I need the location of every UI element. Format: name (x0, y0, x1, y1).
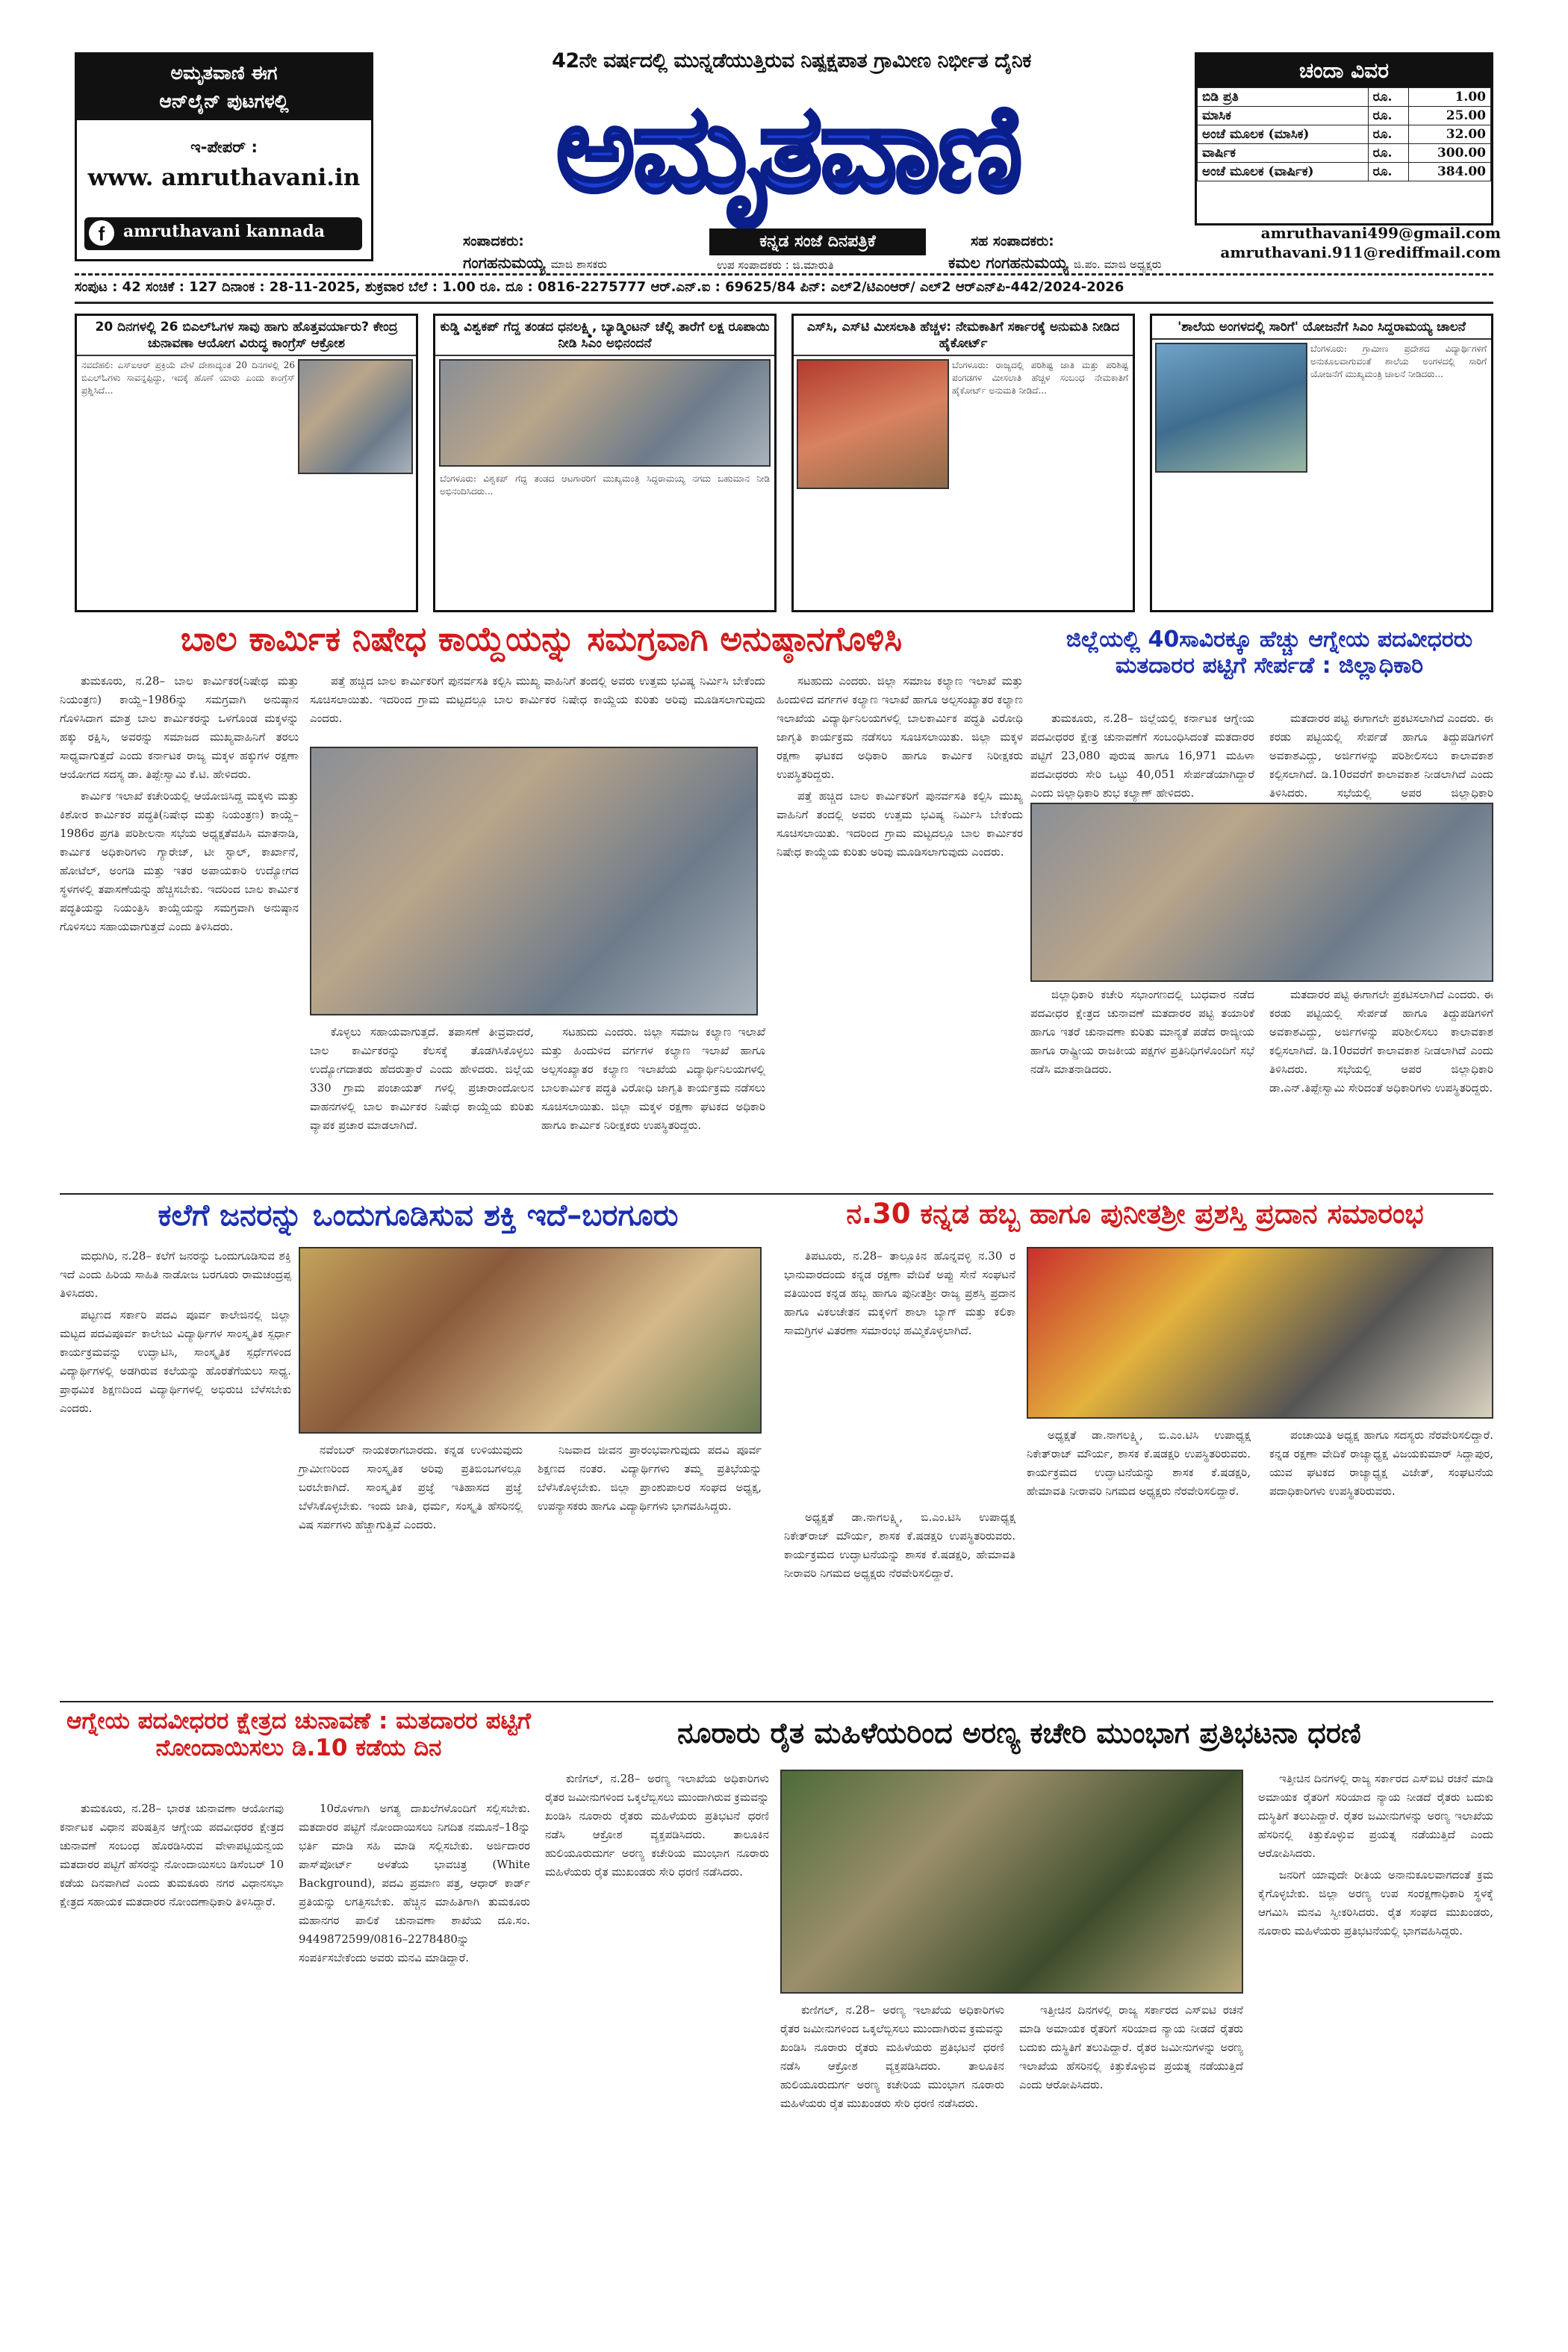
facebook-row[interactable] (84, 217, 362, 250)
article-body: ಕುಣಿಗಲ್, ನ.28– ಅರಣ್ಯ ಇಲಾಖೆಯ ಅಧಿಕಾರಿಗಳು ರೈತರ ಜಮೀನುಗಳಿಂದ ಒಕ್ಕಲೆಬ್ಬಿಸಲು ಮುಂದಾಗಿರುವ ಕ್ರಮವನ್ನು ಖಂಡಿಸಿ ನೂರಾರು ರೈತರು ಮಹಿಳೆಯರು ಪ್ರತಿಭಟನೆ ಧರಣಿ ನಡೆಸಿ ಆಕ್ರೋಶ ವ್ಯಕ್ತಪಡಿಸಿದರು. ತಾಲೂಕಿನ ಹುಲಿಯೂರುದುರ್ಗ ಅರಣ್ಯ ಕಚೇರಿಯ ಮುಂಭಾಗ ನೂರಾರು ಮಹಿಳೆಯರು ರೈತ ಮುಖಂಡರು ಸೇರಿ ಧರಣಿ ನಡೆಸಿದರು. (780, 2003, 1004, 2110)
article-body: ಕುಣಿಗಲ್, ನ.28– ಅರಣ್ಯ ಇಲಾಖೆಯ ಅಧಿಕಾರಿಗಳು ರೈತರ ಜಮೀನುಗಳಿಂದ ಒಕ್ಕಲೆಬ್ಬಿಸಲು ಮುಂದಾಗಿರುವ ಕ್ರಮವನ್ನು ಖಂಡಿಸಿ ನೂರಾರು ರೈತರು ಮಹಿಳೆಯರು ಪ್ರತಿಭಟನೆ ಧರಣಿ ನಡೆಸಿ ಆಕ್ರೋಶ ವ್ಯಕ್ತಪಡಿಸಿದರು. ತಾಲೂಕಿನ ಹುಲಿಯೂರುದುರ್ಗ ಅರಣ್ಯ ಕಚೇರಿಯ ಮುಂಭಾಗ ನೂರಾರು ಮಹಿಳೆಯರು ರೈತ ಮುಖಂಡರು ಸೇರಿ ಧರಣಿ ನಡೆಸಿದರು. (545, 1772, 769, 1879)
subscription-amount: 25.00 (1409, 107, 1491, 125)
photo-cultural-event (299, 1247, 762, 1434)
subscription-row (1198, 163, 1491, 181)
article-body: ತಿಪಟೂರು, ನ.28– ತಾಲ್ಲೂಕಿನ ಹೊನ್ನವಳ್ಳಿ ನ.30 ರ ಭಾನುವಾರದಂದು ಕನ್ನಡ ರಕ್ಷಣಾ ವೇದಿಕೆ ಅಪ್ಪು ಸೇನೆ ಸಂಘಟನೆ ವತಿಯಿಂದ ಕನ್ನಡ ಹಬ್ಬ ಹಾಗೂ ಪುನೀತಶ್ರೀ ರಾಜ್ಯ ಪ್ರಶಸ್ತಿ ಪ್ರದಾನ ಹಾಗೂ ವಿಕಲಚೇತನ ಮಕ್ಕಳಿಗೆ ಶಾಲಾ ಬ್ಯಾಗ್ ಮತ್ತು ಕಲಿಕಾ ಸಾಮಗ್ರಿಗಳ ವಿತರಣಾ ಸಮಾರಂಭ ಹಮ್ಮಿಕೊಳ್ಳಲಾಗಿದೆ. (784, 1249, 1015, 1337)
subscription-row (1198, 88, 1491, 107)
teaser-photo (298, 359, 413, 474)
subscription-label: ಅಂಚೆ ಮೂಲಕ (ವಾರ್ಷಿಕ) (1198, 163, 1369, 181)
subscription-label: ಮಾಸಿಕ (1198, 107, 1369, 125)
email-1[interactable]: amruthavani499@gmail.com (1260, 224, 1501, 242)
photo-dc-meeting (1030, 803, 1493, 982)
subscription-amount: 384.00 (1409, 163, 1491, 181)
article-body: ತುಮಕೂರು, ನ.28– ಜಿಲ್ಲೆಯಲ್ಲಿ ಕರ್ನಾಟಕ ಆಗ್ನೇಯ ಪದವೀಧರರ ಕ್ಷೇತ್ರ ಚುನಾವಣೆಗೆ ಸಂಬಂಧಿಸಿದಂತೆ ಮತದಾರರ ಪಟ್ಟಿಗೆ 23,080 ಪುರುಷ ಹಾಗೂ 16,971 ಮಹಿಳಾ ಪದವೀಧರರು ಸೇರಿ ಒಟ್ಟು 40,051 ಸೇರ್ಪಡೆಯಾಗಿದ್ದಾರೆ ಎಂದು ಜಿಲ್ಲಾಧಿಕಾರಿ ಶುಭ ಕಲ್ಯಾಣ್ ಹೇಳಿದರು. (1030, 712, 1254, 800)
email-2[interactable]: amruthavani.911@rediffmail.com (1220, 243, 1501, 261)
subscription-cur: ರೂ. (1368, 107, 1409, 125)
subscription-amount: 32.00 (1409, 125, 1491, 144)
article-body: ತುಮಕೂರು, ನ.28– ಬಾಲ ಕಾರ್ಮಿಕರ(ನಿಷೇಧ ಮತ್ತು ನಿಯಂತ್ರಣ) ಕಾಯ್ದೆ–1986ನ್ನು ಸಮಗ್ರವಾಗಿ ಅನುಷ್ಠಾನ ಗೊಳಿಸಿದಾಗ ಮಾತ್ರ ಬಾಲ ಕಾರ್ಮಿಕರನ್ನು ಒಳಗೊಂಡ ಮಕ್ಕಳನ್ನು ಹಕ್ಕು ರಕ್ಷಿಸಿ, ಅವರನ್ನು ಸಮಾಜದ ಮುಖ್ಯವಾಹಿನಿಗೆ ತರಲು ಸಾಧ್ಯವಾಗುತ್ತದೆ ಎಂದು ಕರ್ನಾಟಕ ರಾಜ್ಯ ಮಕ್ಕಳ ಹಕ್ಕುಗಳ ರಕ್ಷಣಾ ಆಯೋಗದ ಸದಸ್ಯ ಡಾ. ತಿಪ್ಪೇಸ್ವಾಮಿ ಕೆ.ಟಿ. ಹೇಳಿದರು. ಕಾರ್ಮಿಕ ಇಲಾಖೆ ಕಚೇರಿಯಲ್ಲಿ ಆಯೋಜಿಸಿದ್ದ ಮಕ್ಕಳು ಮತ್ತು ಕಿಶೋರ ಕಾರ್ಮಿಕರ ಪದ್ಧತಿ(ನಿಷೇಧ ಮತ್ತು ನಿಯಂತ್ರಣ) ಕಾಯ್ದೆ–1986ರ ಪ್ರಗತಿ ಪರಿಶೀಲನಾ ಸಭೆಯ ಅಧ್ಯಕ್ಷತೆವಹಿಸಿ ಮಾತನಾಡಿ, ಕಾರ್ಮಿಕ ಅಧಿಕಾರಿಗಳು ಗ್ಯಾರೇಜ್, ಟೀ ಸ್ಟಾಲ್, ಕಾರ್ಖಾನೆ, ಹೋಟೆಲ್, ಅಂಗಡಿ ಮತ್ತು ಇತರ ಅಪಾಯಕಾರಿ ಉದ್ಯೋಗದ ಸ್ಥಳಗಳಲ್ಲಿ ತಪಾಸಣೆಯನ್ನು ಹೆಚ್ಚಿಸಬೇಕು. ಇದರಿಂದ ಬಾಲ ಕಾರ್ಮಿಕ ಪದ್ಧತಿಯನ್ನು ನಿಯಂತ್ರಿಸಿ ಕಾಯ್ದೆಯನ್ನು ಸಮಗ್ರವಾಗಿ ಅನುಷ್ಠಾನ ಗೊಳಿಸಲು ಸಹಾಯವಾಗುತ್ತದೆ ಎಂದು ತಿಳಿಸಿದರು. (60, 674, 299, 933)
teaser-card[interactable] (75, 314, 418, 612)
subscription-amount: 1.00 (1409, 88, 1491, 107)
website-link[interactable]: www. amruthavani.in (87, 164, 361, 191)
subscription-title: ಚಂದಾ ವಿವರ (1197, 55, 1491, 87)
divider (75, 302, 1493, 304)
subscription-cur: ರೂ. (1368, 88, 1409, 107)
headline-farmers-protest: ನೂರಾರು ರೈತ ಮಹಿಳೆಯರಿಂದ ಅರಣ್ಯ ಕಚೇರಿ ಮುಂಭಾಗ ಪ್ರತಿಭಟನಾ ಧರಣಿ (677, 1717, 1361, 1749)
teaser-photo (797, 359, 949, 489)
teaser-text: ಬೆಂಗಳೂರು: ರಾಜ್ಯದಲ್ಲಿ ಪರಿಶಿಷ್ಟ ಜಾತಿ ಮತ್ತು ಪರಿಶಿಷ್ಟ ಪಂಗಡಗಳ ಮೀಸಲಾತಿ ಹೆಚ್ಚಳ ಸಂಬಂಧ ನೇಮಕಾತಿಗೆ ಹೈಕೋರ್ಟ್ ಅನುಮತಿ ನೀಡಿದೆ... (952, 360, 1128, 396)
article-body: ಅಧ್ಯಕ್ಷತೆ ಡಾ.ನಾಗಲಕ್ಷ್ಮಿ, ಬಿ.ಎಂ.ಟಿಸಿ ಉಪಾಧ್ಯಕ್ಷ ನಿಕೇತ್‌ರಾಜ್ ಮೌರ್ಯ, ಶಾಸಕ ಕೆ.ಷಡಕ್ಷರಿ ಉಪಸ್ಥಿತರಿರುವರು. ಕಾರ್ಯಕ್ರಮದ ಉದ್ಘಾಟನೆಯನ್ನು ಶಾಸಕ ಕೆ.ಷಡಕ್ಷರಿ, ಹೇಮಾವತಿ ನೀರಾವರಿ ನಿಗಮದ ಅಧ್ಯಕ್ಷರು ನೆರವೇರಿಸಲಿದ್ದಾರೆ. (1027, 1428, 1251, 1498)
article-body: ಮಧುಗಿರಿ, ನ.28– ಕಲೆಗೆ ಜನರನ್ನು ಒಂದುಗೂಡಿಸುವ ಶಕ್ತಿ ಇದೆ ಎಂದು ಹಿರಿಯ ಸಾಹಿತಿ ನಾಡೋಜ ಬರಗೂರು ರಾಮಚಂದ್ರಪ್ಪ ತಿಳಿಸಿದರು. ಪಟ್ಟಣದ ಸರ್ಕಾರಿ ಪದವಿ ಪೂರ್ವ ಕಾಲೇಜಿನಲ್ಲಿ ಜಿಲ್ಲಾ ಮಟ್ಟದ ಪದವಿಪೂರ್ವ ಕಾಲೇಜು ವಿದ್ಯಾರ್ಥಿಗಳ ಸಾಂಸ್ಕೃತಿಕ ಸ್ಪರ್ಧಾ ಕಾರ್ಯಕ್ರಮವನ್ನು ಉದ್ಘಾಟಿಸಿ, ಸಾಂಸ್ಕೃತಿಕ ಸ್ಪರ್ಧೆಗಳಿಂದ ವಿದ್ಯಾರ್ಥಿಗಳಲ್ಲಿ ಅಡಗಿರುವ ಕಲೆಯನ್ನು ಹೊರತೆಗೆಯಲು ಸಾಧ್ಯ. ಪ್ರಾಥಮಿಕ ಶಿಕ್ಷಣದಿಂದ ವಿದ್ಯಾರ್ಥಿಗಳಲ್ಲಿ ಅಭಿರುಚಿ ಬೆಳೆಸಬೇಕು ಎಂದರು. (60, 1249, 291, 1415)
headline-graduate-voters: ಜಿಲ್ಲೆಯಲ್ಲಿ 40ಸಾವಿರಕ್ಕೂ ಹೆಚ್ಚು ಆಗ್ನೇಯ ಪದವೀಧರರು ಮತದಾರರ ಪಟ್ಟಿಗೆ ಸೇರ್ಪಡೆ : ಜಿಲ್ಲಾಧಿಕಾರಿ (1065, 626, 1473, 679)
headline-voter-registration: ಆಗ್ನೇಯ ಪದವೀಧರರ ಕ್ಷೇತ್ರದ ಚುನಾವಣೆ : ಮತದಾರರ ಪಟ್ಟಿಗೆ ನೋಂದಾಯಿಸಲು ಡಿ.10 ಕಡೆಯ ದಿನ (66, 1708, 531, 1761)
facebook-icon: f (89, 220, 114, 246)
masthead (0, 0, 1568, 306)
teaser-photo (1155, 343, 1307, 473)
online-line-2: ಆನ್‌ಲೈನ್ ಪುಟಗಳಲ್ಲಿ (159, 90, 289, 112)
divider (60, 1701, 1493, 1702)
teaser-text: ಬೆಂಗಳೂರು: ಗ್ರಾಮೀಣ ಪ್ರದೇಶದ ವಿದ್ಯಾರ್ಥಿಗಳಿಗೆ ಅನುಕೂಲವಾಗುವಂತೆ ಶಾಲೆಯ ಅಂಗಳದಲ್ಲಿ ಸಾರಿಗೆ ಯೋಜನೆಗೆ ಮುಖ್ಯಮಂತ್ರಿ ಚಾಲನೆ ನೀಡಿದರು... (1310, 343, 1487, 379)
article-body: ತುಮಕೂರು, ನ.28– ಭಾರತ ಚುನಾವಣಾ ಆಯೋಗವು ಕರ್ನಾಟಕ ವಿಧಾನ ಪರಿಷತ್ತಿನ ಆಗ್ನೇಯ ಪದವೀಧರರ ಕ್ಷೇತ್ರದ ಚುನಾವಣೆ ಸಂಬಂಧ ಹೊರಡಿಸಿರುವ ವೇಳಾಪಟ್ಟಿಯನ್ವಯ ಮತದಾರರ ಪಟ್ಟಿಗೆ ಹೆಸರನ್ನು ನೋಂದಾಯಿಸಲು ಡಿಸೆಂಬರ್ 10 ಕಡೆಯ ದಿನವಾಗಿದೆ ಎಂದು ತುಮಕೂರು ನಗರ ವಿಧಾನಸಭಾ ಕ್ಷೇತ್ರದ ಸಹಾಯಕ ಮತದಾರರ ನೋಂದಣಾಧಿಕಾರಿ ತಿಳಿಸಿದ್ದಾರೆ. (60, 1802, 284, 1908)
subscription-row (1198, 125, 1491, 144)
sub-editor: ಉಪ ಸಂಪಾದಕರು : ಜಿ.ಮಾರುತಿ (717, 258, 834, 272)
divider (75, 273, 1493, 276)
article-body: ಜಿಲ್ಲಾಧಿಕಾರಿ ಕಚೇರಿ ಸಭಾಂಗಣದಲ್ಲಿ ಬುಧವಾರ ನಡೆದ ಪದವೀಧರ ಕ್ಷೇತ್ರದ ಚುನಾವಣೆ ಮತದಾರರ ಪಟ್ಟಿ ತಯಾರಿಕೆ ಹಾಗೂ ಇತರೆ ಚುನಾವಣಾ ಕುರಿತು ಮಾನ್ಯತೆ ಪಡೆದ ರಾಜ್ಯೀಯ ಹಾಗೂ ರಾಷ್ಟ್ರೀಯ ರಾಜಕೀಯ ಪಕ್ಷಗಳ ಪ್ರತಿನಿಧಿಗಳೊಂದಿಗೆ ಸಭೆ ನಡೆಸಿ ಮಾತನಾಡಿದರು. (1030, 988, 1254, 1076)
teaser-title: 'ಶಾಲೆಯ ಅಂಗಳದಲ್ಲಿ ಸಾರಿಗೆ' ಯೋಜನೆಗೆ ಸಿಎಂ ಸಿದ್ದರಾಮಯ್ಯ ಚಾಲನೆ (1152, 316, 1491, 340)
teaser-title: ಕುಡ್ಡಿ ವಿಶ್ವಕಪ್ ಗೆದ್ದ ತಂಡದ ಧನಲಕ್ಷ್ಮಿ, ಬ್ಯಾಡ್ಮಿಂಟನ್ ಚೆಲ್ಲಿ ತಾರೆಗೆ ಲಕ್ಷ ರೂಪಾಯಿ ನೀಡಿ ಸಿಎಂ ಅಭಿನಂದನೆ (435, 316, 774, 356)
subscription-label: ಬಿಡಿ ಪ್ರತಿ (1198, 88, 1369, 107)
subscription-row (1198, 107, 1491, 125)
article-body: 10ರೊಳಗಾಗಿ ಅಗತ್ಯ ದಾಖಲೆಗಳೊಂದಿಗೆ ಸಲ್ಲಿಸಬೇಕು. ಮತದಾರರ ಪಟ್ಟಿಗೆ ನೋಂದಾಯಿಸಲು ನಿಗದಿತ ನಮೂನೆ–18ನ್ನು ಭರ್ತಿ ಮಾಡಿ ಸಹಿ ಮಾಡಿ ಸಲ್ಲಿಸಬೇಕು. ಅರ್ಜಿದಾರರ ಪಾಸ್‌ಪೋರ್ಟ್ ಅಳತೆಯ ಭಾವಚಿತ್ರ (White Background), ಪದವಿ ಪ್ರಮಾಣ ಪತ್ರ, ಆಧಾರ್ ಕಾರ್ಡ್ ಪ್ರತಿಯನ್ನು ಲಗತ್ತಿಸಬೇಕು. ಹೆಚ್ಚಿನ ಮಾಹಿತಿಗಾಗಿ ತುಮಕೂರು ಮಹಾನಗರ ಪಾಲಿಕೆ ಚುನಾವಣಾ ಶಾಖೆಯ ದೂ.ಸಂ. 9449872599/0816–2278480ನ್ನು ಸಂಪರ್ಕಿಸಬೇಕೆಂದು ಅವರು ಮನವಿ ಮಾಡಿದ್ದಾರೆ. (299, 1802, 530, 1964)
headline-kannada-habba: ನ.30 ಕನ್ನಡ ಹಬ್ಬ ಹಾಗೂ ಪುನೀತಶ್ರೀ ಪ್ರಶಸ್ತಿ ಪ್ರದಾನ ಸಮಾರಂಭ (846, 1198, 1424, 1230)
subscription-cur: ರೂ. (1368, 144, 1409, 163)
teaser-text: ನವದೆಹಲಿ: ಎಸ್‌ಐಆರ್ ಪ್ರಕ್ರಿಯೆ ವೇಳೆ ದೇಶಾದ್ಯಂತ 20 ದಿನಗಳಲ್ಲಿ 26 ಬಿಎಲ್‌ಓಗಳು ಸಾವನ್ನಪ್ಪಿದ್ದು, ಇದಕ್ಕೆ ಹೊಣೆ ಯಾರು ಎಂದು ಕಾಂಗ್ರೆಸ್ ಪ್ರಶ್ನಿಸಿದೆ... (81, 360, 295, 396)
editor-label: ಸಂಪಾದಕರು: (463, 233, 524, 249)
newspaper-title: ಅಮೃತವಾಣಿ (556, 79, 1020, 220)
article-body: ನಿಜವಾದ ಜೀವನ ಪ್ರಾರಂಭವಾಗುವುದು ಪದವಿ ಪೂರ್ವ ಶಿಕ್ಷಣದ ನಂತರ. ವಿದ್ಯಾರ್ಥಿಗಳು ತಮ್ಮ ಪ್ರತಿಭೆಯನ್ನು ಬೆಳೆಸಿಕೊಳ್ಳಬೇಕು. ಜಿಲ್ಲಾ ಪ್ರಾಂಶುಪಾಲರ ಸಂಘದ ಅಧ್ಯಕ್ಷ, ಉಪನ್ಯಾಸಕರು ಹಾಗೂ ವಿದ್ಯಾರ್ಥಿಗಳು ಭಾಗವಹಿಸಿದ್ದರು. (538, 1443, 762, 1513)
headline-child-labour: ಬಾಲ ಕಾರ್ಮಿಕ ನಿಷೇಧ ಕಾಯ್ದೆಯನ್ನು ಸಮಗ್ರವಾಗಿ ಅನುಷ್ಠಾನಗೊಳಿಸಿ (180, 619, 903, 659)
article-body: ಇತ್ತೀಚಿನ ದಿನಗಳಲ್ಲಿ ರಾಜ್ಯ ಸರ್ಕಾರದ ಎಸ್‌ಐಟಿ ರಚನೆ ಮಾಡಿ ಅಮಾಯಕ ರೈತರಿಗೆ ಸರಿಯಾದ ನ್ಯಾಯ ನೀಡದೆ ರೈತರು ಬದುಕು ದುಸ್ಥಿತಿಗೆ ತಲುಪಿದ್ದಾರೆ. ರೈತರ ಜಮೀನುಗಳನ್ನು ಅರಣ್ಯ ಇಲಾಖೆಯ ಹೆಸರಿನಲ್ಲಿ ಕಿತ್ತುಕೊಳ್ಳುವ ಪ್ರಯತ್ನ ನಡೆಯುತ್ತಿದೆ ಎಂದು ಆರೋಪಿಸಿದರು. (1019, 2003, 1243, 2091)
online-line-1: ಅಮೃತವಾಣಿ ಈಗ (170, 62, 278, 84)
article-body: ಸಟಹುದು ಎಂದರು. ಜಿಲ್ಲಾ ಸಮಾಜ ಕಲ್ಯಾಣ ಇಲಾಖೆ ಮತ್ತು ಹಿಂದುಳಿದ ವರ್ಗಗಳ ಕಲ್ಯಾಣ ಇಲಾಖೆ ಹಾಗೂ ಅಲ್ಪಸಂಖ್ಯಾತರ ಕಲ್ಯಾಣ ಇಲಾಖೆಯ ವಿದ್ಯಾರ್ಥಿನಿಲಯಗಳಲ್ಲಿ ಬಾಲಕಾರ್ಮಿಕ ಪದ್ಧತಿ ವಿರೋಧಿ ಜಾಗೃತಿ ಕಾರ್ಯಕ್ರಮ ನಡೆಸಲು ಸೂಚಿಸಲಾಯಿತು. ಜಿಲ್ಲಾ ಮಕ್ಕಳ ರಕ್ಷಣಾ ಘಟಕದ ಅಧಿಕಾರಿ ಹಾಗೂ ಕಾರ್ಮಿಕ ನಿರೀಕ್ಷಕರು ಉಪಸ್ಥಿತರಿದ್ದರು. ಪತ್ತೆ ಹಚ್ಚಿದ ಬಾಲ ಕಾರ್ಮಿಕರಿಗೆ ಪುನರ್ವಸತಿ ಕಲ್ಪಿಸಿ ಮುಖ್ಯ ವಾಹಿನಿಗೆ ತಂದಲ್ಲಿ ಅವರು ಉತ್ತಮ ಭವಿಷ್ಯ ನಿರ್ಮಿಸಿ ಬೇಕೆಂದು ಸೂಚಿಸಲಾಯಿತು. ಇದರಿಂದ ಗ್ರಾಮ ಮಟ್ಟದಲ್ಲೂ ಬಾಲ ಕಾರ್ಮಿಕರ ನಿಷೇಧ ಕಾಯ್ದೆಯ ಕುರಿತು ಅರಿವು ಮೂಡಿಸಲಾಗುವುದು ಎಂದರು. (777, 674, 1023, 859)
subscription-cur: ರೂ. (1368, 125, 1409, 144)
article-body: ಮತದಾರರ ಪಟ್ಟಿ ಈಗಾಗಲೇ ಪ್ರಕಟಿಸಲಾಗಿದೆ ಎಂದರು. ಈ ಕರಡು ಪಟ್ಟಿಯಲ್ಲಿ ಸೇರ್ಪಡೆ ಹಾಗೂ ತಿದ್ದುಪಡಿಗಳಿಗೆ ಅವಕಾಶವಿದ್ದು, ಅರ್ಜಿಗಳನ್ನು ಪರಿಶೀಲಿಸಲು ಕಾಲಾವಕಾಶ ಕಲ್ಪಿಸಲಾಗಿದೆ. ಡಿ.10ರವರೆಗೆ ಕಾಲಾವಕಾಶ ನೀಡಲಾಗಿದೆ ಎಂದು ತಿಳಿಸಿದರು. ಸಭೆಯಲ್ಲಿ ಅಪರ ಜಿಲ್ಲಾಧಿಕಾರಿ ಡಾ.ಎನ್.ತಿಪ್ಪೇಸ್ವಾಮಿ ಸೇರಿದಂತೆ ಅಧಿಕಾರಿಗಳು ಉಪಸ್ಥಿತರಿದ್ದರು. (1269, 988, 1493, 1095)
article-body: ಅಧ್ಯಕ್ಷತೆ ಡಾ.ನಾಗಲಕ್ಷ್ಮಿ, ಬಿ.ಎಂ.ಟಿಸಿ ಉಪಾಧ್ಯಕ್ಷ ನಿಕೇತ್‌ರಾಜ್ ಮೌರ್ಯ, ಶಾಸಕ ಕೆ.ಷಡಕ್ಷರಿ ಉಪಸ್ಥಿತರಿರುವರು. ಕಾರ್ಯಕ್ರಮದ ಉದ್ಘಾಟನೆಯನ್ನು ಶಾಸಕ ಕೆ.ಷಡಕ್ಷರಿ, ಹೇಮಾವತಿ ನೀರಾವರಿ ನಿಗಮದ ಅಧ್ಯಕ್ಷರು ನೆರವೇರಿಸಲಿದ್ದಾರೆ. (784, 1511, 1015, 1580)
article-body: ಪಂಚಾಯಿತಿ ಅಧ್ಯಕ್ಷ ಹಾಗೂ ಸದಸ್ಯರು ನೆರವೇರಿಸಲಿದ್ದಾರೆ. ಕನ್ನಡ ರಕ್ಷಣಾ ವೇದಿಕೆ ರಾಜ್ಯಾಧ್ಯಕ್ಷ ವಿಜಯಕುಮಾರ್ ಸಿದ್ದಾಪುರ, ಯುವ ಘಟಕದ ರಾಜ್ಯಾಧ್ಯಕ್ಷ ವಿಜೇತ್, ಸಂಘಟನೆಯ ಪದಾಧಿಕಾರಿಗಳು ಉಪಸ್ಥಿತರಿರುವರು. (1269, 1428, 1493, 1498)
teaser-title: 20 ದಿನಗಳಲ್ಲಿ 26 ಬಿಎಲ್‌ಓಗಳ ಸಾವು ಹಾಗು ಹೊತ್ತವರ್ಯಾರು? ಕೇಂದ್ರ ಚುನಾವಣಾ ಆಯೋಗ ವಿರುದ್ಧ ಕಾಂಗ್ರೆಸ್ ಆಕ್ರೋಶ (77, 316, 416, 356)
editor-name: ಗಂಗಹನುಮಯ್ಯ ಮಾಜಿ ಶಾಸಕರು (463, 254, 607, 272)
online-box (75, 52, 373, 261)
article-body: ಸಟಹುದು ಎಂದರು. ಜಿಲ್ಲಾ ಸಮಾಜ ಕಲ್ಯಾಣ ಇಲಾಖೆ ಮತ್ತು ಹಿಂದುಳಿದ ವರ್ಗಗಳ ಕಲ್ಯಾಣ ಇಲಾಖೆ ಹಾಗೂ ಅಲ್ಪಸಂಖ್ಯಾತರ ಕಲ್ಯಾಣ ಇಲಾಖೆಯ ವಿದ್ಯಾರ್ಥಿನಿಲಯಗಳಲ್ಲಿ ಬಾಲಕಾರ್ಮಿಕ ಪದ್ಧತಿ ವಿರೋಧಿ ಜಾಗೃತಿ ಕಾರ್ಯಕ್ರಮ ನಡೆಸಲು ಸೂಚಿಸಲಾಯಿತು. ಜಿಲ್ಲಾ ಮಕ್ಕಳ ರಕ್ಷಣಾ ಘಟಕದ ಅಧಿಕಾರಿ ಹಾಗೂ ಕಾರ್ಮಿಕ ನಿರೀಕ್ಷಕರು ಉಪಸ್ಥಿತರಿದ್ದರು. (541, 1025, 765, 1132)
subscription-row (1198, 144, 1491, 163)
subtitle-badge: ಕನ್ನಡ ಸಂಜೆ ದಿನಪತ್ರಿಕೆ (709, 228, 926, 255)
teaser-text: ಬೆಂಗಳೂರು: ವಿಶ್ವಕಪ್ ಗೆದ್ದ ತಂಡದ ಆಟಗಾರರಿಗೆ ಮುಖ್ಯಮಂತ್ರಿ ಸಿದ್ದರಾಮಯ್ಯ ನಗದು ಬಹುಮಾನ ನೀಡಿ ಅಭಿನಂದಿಸಿದರು... (440, 473, 770, 497)
teaser-card[interactable] (791, 314, 1135, 612)
photo-protest (780, 1770, 1243, 1994)
teaser-card[interactable] (1150, 314, 1493, 612)
photo-award-group (1027, 1247, 1493, 1419)
subscription-amount: 300.00 (1409, 144, 1491, 163)
subscription-table (1197, 87, 1491, 181)
subscription-label: ವಾರ್ಷಿಕ (1198, 144, 1369, 163)
article-body: ಪತ್ತೆ ಹಚ್ಚಿದ ಬಾಲ ಕಾರ್ಮಿಕರಿಗೆ ಪುನರ್ವಸತಿ ಕಲ್ಪಿಸಿ ಮುಖ್ಯ ವಾಹಿನಿಗೆ ತಂದಲ್ಲಿ ಅವರು ಉತ್ತಮ ಭವಿಷ್ಯ ನಿರ್ಮಿಸಿ ಬೇಕೆಂದು ಸೂಚಿಸಲಾಯಿತು. ಇದರಿಂದ ಗ್ರಾಮ ಮಟ್ಟದಲ್ಲೂ ಬಾಲ ಕಾರ್ಮಿಕರ ನಿಷೇಧ ಕಾಯ್ದೆಯ ಕುರಿತು ಅರಿವು ಮೂಡಿಸಲಾಗುವುದು ಎಂದರು. (310, 674, 765, 725)
teaser-row (75, 314, 1493, 612)
tagline: 42ನೇ ವರ್ಷದಲ್ಲಿ ಮುನ್ನಡೆಯುತ್ತಿರುವ ನಿಷ್ಪಕ್ಷಪಾತ ಗ್ರಾಮೀಣ ನಿರ್ಭೀತ ದೈನಿಕ (552, 49, 1031, 72)
co-editor-label: ಸಹ ಸಂಪಾದಕರು: (971, 233, 1054, 249)
subscription-label: ಅಂಚೆ ಮೂಲಕ (ಮಾಸಿಕ) (1198, 125, 1369, 144)
epaper-label: ಇ-ಪೇಪರ್ : (190, 138, 258, 156)
divider (60, 1193, 1493, 1195)
dateline: ಸಂಪುಟ : 42 ಸಂಚಿಕೆ : 127 ದಿನಾಂಕ : 28-11-2025, ಶುಕ್ರವಾರ ಬೆಲೆ : 1.00 ರೂ. ದೂ : 0816-2275777 ಆರ್.ಎನ್.ಐ : 69625/84 ಪಿನ್: ಎಲ್2/ಟಿಎಂಆರ್/ ಎಲ್2 ಆರ್‌ಎನ್‌ಪಿ-442/2024-2026 (75, 279, 1124, 295)
teaser-photo (439, 359, 771, 467)
photo-meeting (310, 747, 758, 1015)
article-body: ಕೊಳ್ಳಲು ಸಹಾಯವಾಗುತ್ತದೆ. ತಪಾಸಣೆ ತೀವ್ರವಾದರೆ, ಬಾಲ ಕಾರ್ಮಿಕರನ್ನು ಕೆಲಸಕ್ಕೆ ತೊಡಗಿಸಿಕೊಳ್ಳಲು ಉದ್ಯೋಗದಾತರು ಹೆದರುತ್ತಾರೆ ಎಂದು ಹೇಳಿದರು. ಜಿಲ್ಲೆಯ 330 ಗ್ರಾಮ ಪಂಚಾಯತ್ ಗಳಲ್ಲಿ ಪ್ರಚಾರಾಂದೋಲನ ವಾಹನಗಳಲ್ಲಿ ಬಾಲ ಕಾರ್ಮಿಕರ ನಿಷೇಧ ಕಾಯ್ದೆಯ ಕುರಿತು ವ್ಯಾಪಕ ಪ್ರಚಾರ ಮಾಡಲಾಗಿದೆ. (310, 1025, 534, 1132)
teaser-card[interactable] (433, 314, 777, 612)
subscription-cur: ರೂ. (1368, 163, 1409, 181)
subscription-box (1195, 52, 1493, 225)
teaser-title: ಎಸ್‌ಸಿ, ಎಸ್‌ಟಿ ಮೀಸಲಾತಿ ಹೆಚ್ಚಳ: ನೇಮಕಾತಿಗೆ ಸರ್ಕಾರಕ್ಕೆ ಅನುಮತಿ ನೀಡಿದ ಹೈಕೋರ್ಟ್ (794, 316, 1133, 356)
article-body: ನವೆಂಬರ್ ನಾಯಕರಾಗಬಾರದು. ಕನ್ನಡ ಉಳಿಯುವುದು ಗ್ರಾಮೀಣರಿಂದ ಸಾಂಸ್ಕೃತಿಕ ಅರಿವು ಪ್ರತಿಬಿಂಬಗಳಲ್ಲೂ ಬರಬೇಕಾಗಿದೆ. ಸಾಂಸ್ಕೃತಿಕ ಪ್ರಜ್ಞೆ ಇತಿಹಾಸದ ಪ್ರಜ್ಞೆ ಬೆಳೆಸಿಕೊಳ್ಳಬೇಕು. ಇಂದು ಜಾತಿ, ಧರ್ಮ, ಸಂಸ್ಕೃತಿ ಹೆಸರಿನಲ್ಲಿ ವಿಷ ಸರ್ಪಗಳು ಹೆಚ್ಚಾಗುತ್ತಿವೆ ಎಂದರು. (299, 1443, 523, 1531)
facebook-handle: amruthavani kannada (123, 222, 325, 241)
article-body: ಮತದಾರರ ಪಟ್ಟಿ ಈಗಾಗಲೇ ಪ್ರಕಟಿಸಲಾಗಿದೆ ಎಂದರು. ಈ ಕರಡು ಪಟ್ಟಿಯಲ್ಲಿ ಸೇರ್ಪಡೆ ಹಾಗೂ ತಿದ್ದುಪಡಿಗಳಿಗೆ ಅವಕಾಶವಿದ್ದು, ಅರ್ಜಿಗಳನ್ನು ಪರಿಶೀಲಿಸಲು ಕಾಲಾವಕಾಶ ಕಲ್ಪಿಸಲಾಗಿದೆ. ಡಿ.10ರವರೆಗೆ ಕಾಲಾವಕಾಶ ನೀಡಲಾಗಿದೆ ಎಂದು ತಿಳಿಸಿದರು. ಸಭೆಯಲ್ಲಿ ಅಪರ ಜಿಲ್ಲಾಧಿಕಾರಿ (1269, 712, 1493, 800)
co-editor-name: ಕಮಲ ಗಂಗಹನುಮಯ್ಯ ಜಿ.ಪಂ. ಮಾಜಿ ಅಧ್ಯಕ್ಷರು (948, 254, 1162, 272)
headline-art-unites: ಕಲೆಗೆ ಜನರನ್ನು ಒಂದುಗೂಡಿಸುವ ಶಕ್ತಿ ಇದೆ–ಬರಗೂರು (158, 1198, 679, 1233)
article-body: ಇತ್ತೀಚಿನ ದಿನಗಳಲ್ಲಿ ರಾಜ್ಯ ಸರ್ಕಾರದ ಎಸ್‌ಐಟಿ ರಚನೆ ಮಾಡಿ ಅಮಾಯಕ ರೈತರಿಗೆ ಸರಿಯಾದ ನ್ಯಾಯ ನೀಡದೆ ರೈತರು ಬದುಕು ದುಸ್ಥಿತಿಗೆ ತಲುಪಿದ್ದಾರೆ. ರೈತರ ಜಮೀನುಗಳನ್ನು ಅರಣ್ಯ ಇಲಾಖೆಯ ಹೆಸರಿನಲ್ಲಿ ಕಿತ್ತುಕೊಳ್ಳುವ ಪ್ರಯತ್ನ ನಡೆಯುತ್ತಿದೆ ಎಂದು ಆರೋಪಿಸಿದರು. ಜನರಿಗೆ ಯಾವುದೇ ರೀತಿಯ ಅನಾನುಕೂಲವಾಗದಂತೆ ಕ್ರಮ ಕೈಗೊಳ್ಳಬೇಕು. ಜಿಲ್ಲಾ ಅರಣ್ಯ ಉಪ ಸಂರಕ್ಷಣಾಧಿಕಾರಿ ಸ್ಥಳಕ್ಕೆ ಆಗಮಿಸಿ ಮನವಿ ಸ್ವೀಕರಿಸಿದರು. ರೈತ ಸಂಘದ ಮುಖಂಡರು, ನೂರಾರು ಮಹಿಳೆಯರು ಪ್ರತಿಭಟನೆಯಲ್ಲಿ ಭಾಗವಹಿಸಿದ್ದರು. (1258, 1772, 1493, 1938)
